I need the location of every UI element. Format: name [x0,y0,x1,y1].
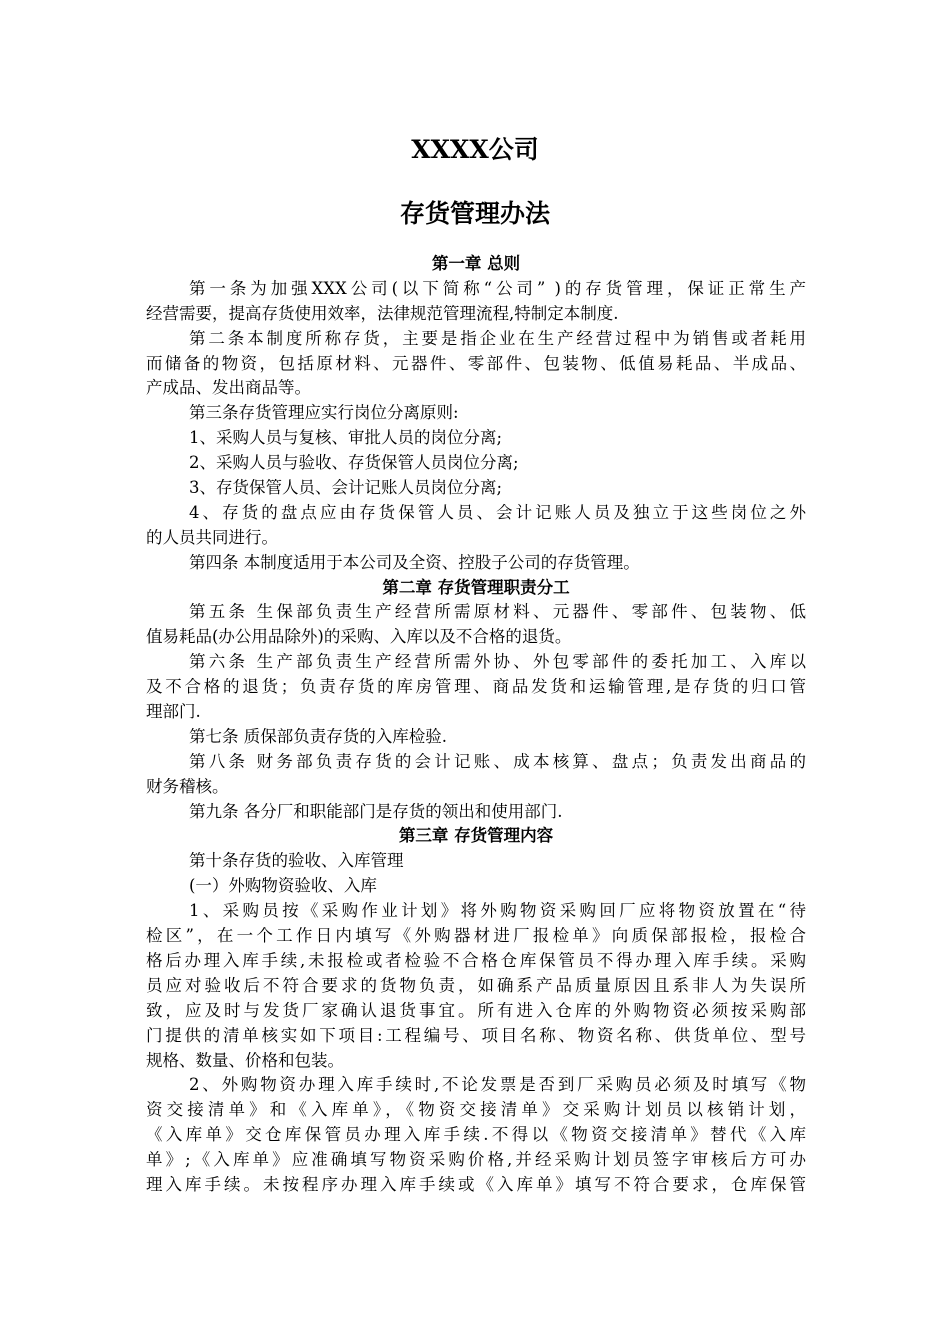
paragraph-line: 员应对验收后不符合要求的货物负责，如确系产品质量原因且系非人为失误所 [146,975,806,995]
document-title: 存货管理办法 [399,199,550,228]
paragraph-line: 1、采购员按《采购作业计划》将外购物资采购回厂应将物资放置在“待 [189,901,806,921]
section-heading: (一）外购物资验收、入库 [189,876,377,896]
paragraph-line: 产成品、发出商品等。 [146,378,311,398]
paragraph-line: 单》;《入库单》应准确填写物资采购价格,并经采购计划员签字审核后方可办 [146,1150,806,1170]
paragraph-line: 门提供的清单核实如下项目:工程编号、项目名称、物资名称、供货单位、型号 [146,1025,806,1045]
paragraph-line: 财务稽核。 [146,776,229,796]
paragraph-line: 第六条 生产部负责生产经营所需外协、外包零部件的委托加工、入库以 [189,652,806,672]
list-item: 1、采购人员与复核、审批人员的岗位分离; [189,428,503,448]
paragraph-line: 理入库手续。未按程序办理入库手续或《入库单》填写不符合要求，仓库保管 [146,1174,806,1194]
paragraph-line: 第三条存货管理应实行岗位分离原则: [189,403,459,423]
paragraph-line: 致，应及时与发货厂家确认退货事宜。所有进入仓库的外购物资必须按采购部 [146,1000,806,1020]
paragraph-line: 2、外购物资办理入库手续时,不论发票是否到厂采购员必须及时填写《物 [189,1075,806,1095]
paragraph-line: 《入库单》交仓库保管员办理入库手续.不得以《物资交接清单》替代《入库 [146,1125,806,1145]
list-item: 4、存货的盘点应由存货保管人员、会计记账人员及独立于这些岗位之外 [189,502,806,522]
paragraph-line: 经营需要，提高存货使用效率，法律规范管理流程,特制定本制度. [146,303,619,323]
section-heading: 第十条存货的验收、入库管理 [189,851,404,871]
chapter-heading: 第二章 存货管理职责分工 [382,577,570,597]
paragraph-line: 理部门. [146,702,201,722]
paragraph-line: 第五条 生保部负责生产经营所需原材料、元器件、零部件、包装物、低 [189,602,806,622]
paragraph-line: 值易耗品(办公用品除外)的采购、入库以及不合格的退货。 [146,627,572,647]
paragraph-line: 检区”，在一个工作日内填写《外购器材进厂报检单》向质保部报检，报检合 [146,926,806,946]
paragraph-line: 的人员共同进行。 [146,527,278,547]
paragraph-line: 规格、数量、价格和包装。 [146,1050,344,1070]
chapter-heading: 第三章 存货管理内容 [398,826,554,846]
paragraph-line: 而储备的物资，包括原材料、元器件、零部件、包装物、低值易耗品、半成品、 [146,353,806,373]
paragraph-line: 第九条 各分厂和职能部门是存货的领出和使用部门. [189,801,563,821]
paragraph-line: 第四条 本制度适用于本公司及全资、控股子公司的存货管理。 [189,552,640,572]
document-body [146,252,806,1198]
paragraph-line: 格后办理入库手续,未报检或者检验不合格仓库保管员不得办理入库手续。采购 [146,950,806,970]
paragraph-line: 及不合格的退货；负责存货的库房管理、商品发货和运输管理,是存货的归口管 [146,677,806,697]
paragraph-line: 资交接清单》和《入库单》，《物资交接清单》交采购计划员以核销计划， [146,1100,806,1120]
company-title: XXXX公司 [411,135,539,164]
list-item: 2、采购人员与验收、存货保管人员岗位分离; [189,453,519,473]
paragraph-line: 第二条本制度所称存货，主要是指企业在生产经营过程中为销售或者耗用 [189,328,806,348]
paragraph-line: 第七条 质保部负责存货的入库检验. [189,726,447,746]
paragraph-line: 第八条 财务部负责存货的会计记账、成本核算、盘点；负责发出商品的 [189,751,806,771]
list-item: 3、存货保管人员、会计记账人员岗位分离; [189,478,503,498]
paragraph-line: 第一条为加强XXX公司(以下简称“公司” )的存货管理，保证正常生产 [189,278,806,298]
chapter-heading: 第一章 总则 [431,254,521,273]
